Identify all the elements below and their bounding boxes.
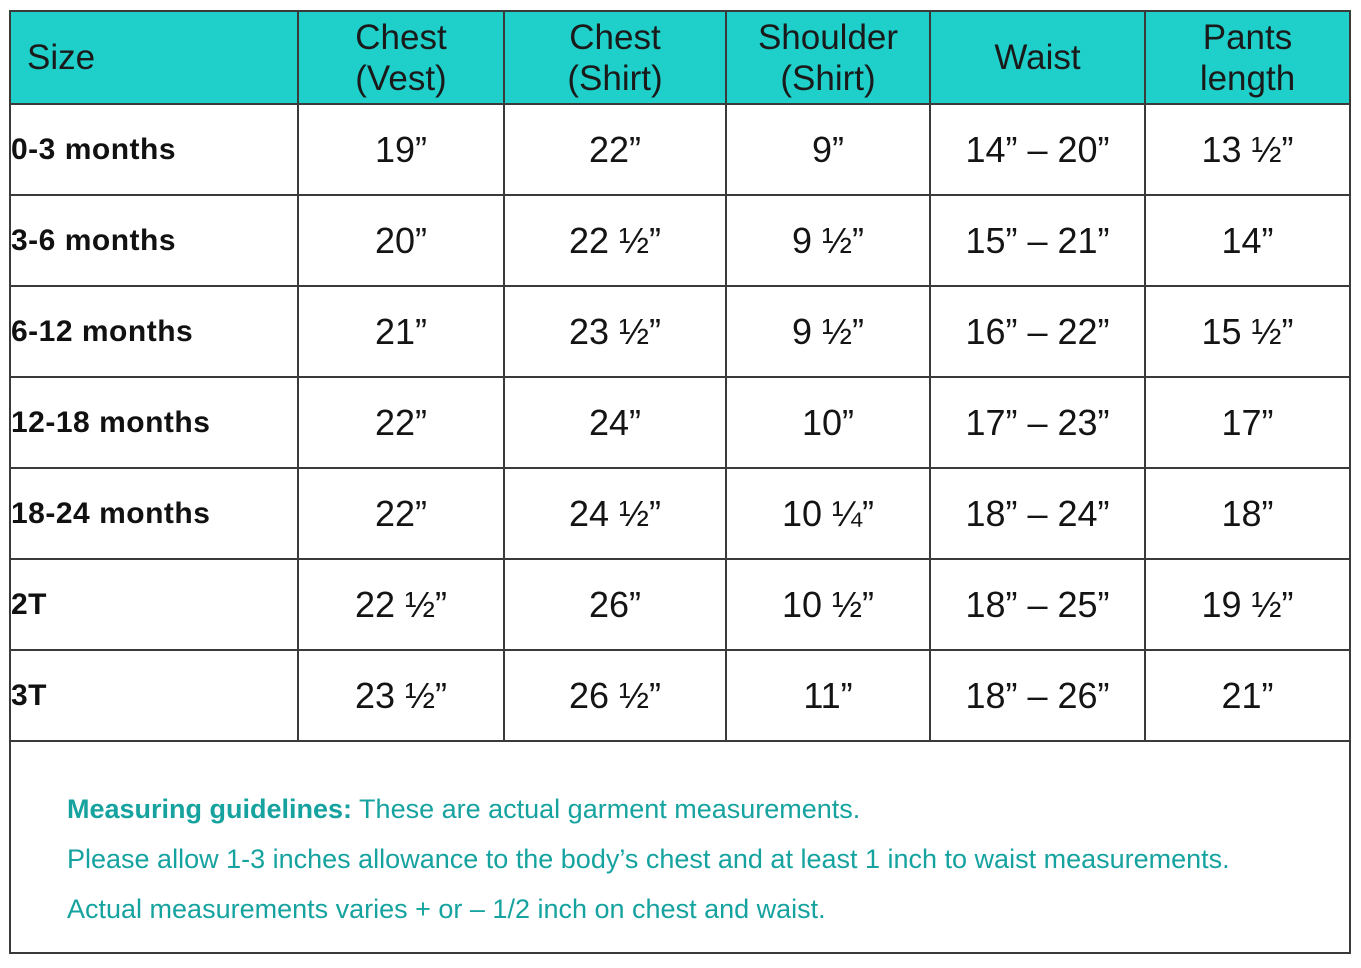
chest-shirt-cell: 26 ½” — [504, 650, 726, 741]
table-row — [11, 650, 1349, 741]
guidelines-line-3: Actual measurements varies + or – 1/2 inch on chest and waist. — [67, 894, 826, 924]
pants-length-cell: 17” — [1145, 377, 1349, 468]
header-chest-vest-line2: (Vest) — [355, 58, 447, 98]
shoulder-shirt-cell: 10 ½” — [726, 559, 930, 650]
size-cell: 3-6 months — [11, 195, 298, 286]
shoulder-shirt-cell: 9 ½” — [726, 195, 930, 286]
table-row — [11, 286, 1349, 377]
size-cell: 3T — [11, 650, 298, 741]
size-table — [11, 12, 1349, 742]
pants-length-cell: 14” — [1145, 195, 1349, 286]
guidelines-line-1 — [67, 784, 1337, 834]
waist-cell: 18” – 25” — [930, 559, 1145, 650]
chest-vest-cell: 22” — [298, 377, 504, 468]
chest-shirt-cell: 24 ½” — [504, 468, 726, 559]
chest-vest-cell: 21” — [298, 286, 504, 377]
pants-length-cell: 19 ½” — [1145, 559, 1349, 650]
chest-shirt-cell: 24” — [504, 377, 726, 468]
chest-vest-cell: 22” — [298, 468, 504, 559]
header-chest-shirt-line2: (Shirt) — [567, 58, 663, 98]
size-cell: 6-12 months — [11, 286, 298, 377]
header-shoulder-shirt-line2: (Shirt) — [780, 58, 876, 98]
header-chest-vest-line1: Chest — [355, 17, 447, 57]
table-row — [11, 559, 1349, 650]
header-chest-vest — [298, 12, 504, 104]
pants-length-cell: 18” — [1145, 468, 1349, 559]
pants-length-cell: 21” — [1145, 650, 1349, 741]
table-row — [11, 377, 1349, 468]
size-cell: 2T — [11, 559, 298, 650]
size-cell: 0-3 months — [11, 104, 298, 195]
guidelines-line-2: Please allow 1-3 inches allowance to the body’s chest and at least 1 inch to waist measurements. — [67, 844, 1230, 874]
chest-vest-cell: 23 ½” — [298, 650, 504, 741]
shoulder-shirt-cell: 10 ¼” — [726, 468, 930, 559]
waist-cell: 14” – 20” — [930, 104, 1145, 195]
guidelines-label: Measuring guidelines: — [67, 794, 353, 824]
measuring-guidelines — [67, 784, 1337, 934]
header-row — [11, 12, 1349, 104]
table-row — [11, 468, 1349, 559]
chest-vest-cell: 20” — [298, 195, 504, 286]
header-pants-length — [1145, 12, 1349, 104]
header-pants-length-line1: Pants — [1202, 17, 1293, 57]
table-row — [11, 195, 1349, 286]
header-shoulder-shirt-line1: Shoulder — [757, 17, 899, 57]
header-waist-line: Waist — [994, 38, 1081, 77]
chest-shirt-cell: 23 ½” — [504, 286, 726, 377]
shoulder-shirt-cell: 9 ½” — [726, 286, 930, 377]
chest-vest-cell: 19” — [298, 104, 504, 195]
shoulder-shirt-cell: 11” — [726, 650, 930, 741]
shoulder-shirt-cell: 9” — [726, 104, 930, 195]
header-waist — [930, 12, 1145, 104]
pants-length-cell: 15 ½” — [1145, 286, 1349, 377]
header-shoulder-shirt — [726, 12, 930, 104]
table-row — [11, 104, 1349, 195]
chest-shirt-cell: 22” — [504, 104, 726, 195]
size-cell: 18-24 months — [11, 468, 298, 559]
header-pants-length-line2: length — [1199, 58, 1296, 98]
waist-cell: 18” – 24” — [930, 468, 1145, 559]
shoulder-shirt-cell: 10” — [726, 377, 930, 468]
header-size — [11, 12, 298, 104]
chest-shirt-cell: 22 ½” — [504, 195, 726, 286]
waist-cell: 18” – 26” — [930, 650, 1145, 741]
waist-cell: 15” – 21” — [930, 195, 1145, 286]
chest-vest-cell: 22 ½” — [298, 559, 504, 650]
header-size-line: Size — [27, 38, 96, 77]
header-chest-shirt — [504, 12, 726, 104]
pants-length-cell: 13 ½” — [1145, 104, 1349, 195]
chest-shirt-cell: 26” — [504, 559, 726, 650]
size-chart — [9, 10, 1351, 954]
header-chest-shirt-line1: Chest — [569, 17, 661, 57]
size-cell: 12-18 months — [11, 377, 298, 468]
guidelines-text-1: These are actual garment measurements. — [352, 794, 861, 824]
waist-cell: 17” – 23” — [930, 377, 1145, 468]
waist-cell: 16” – 22” — [930, 286, 1145, 377]
